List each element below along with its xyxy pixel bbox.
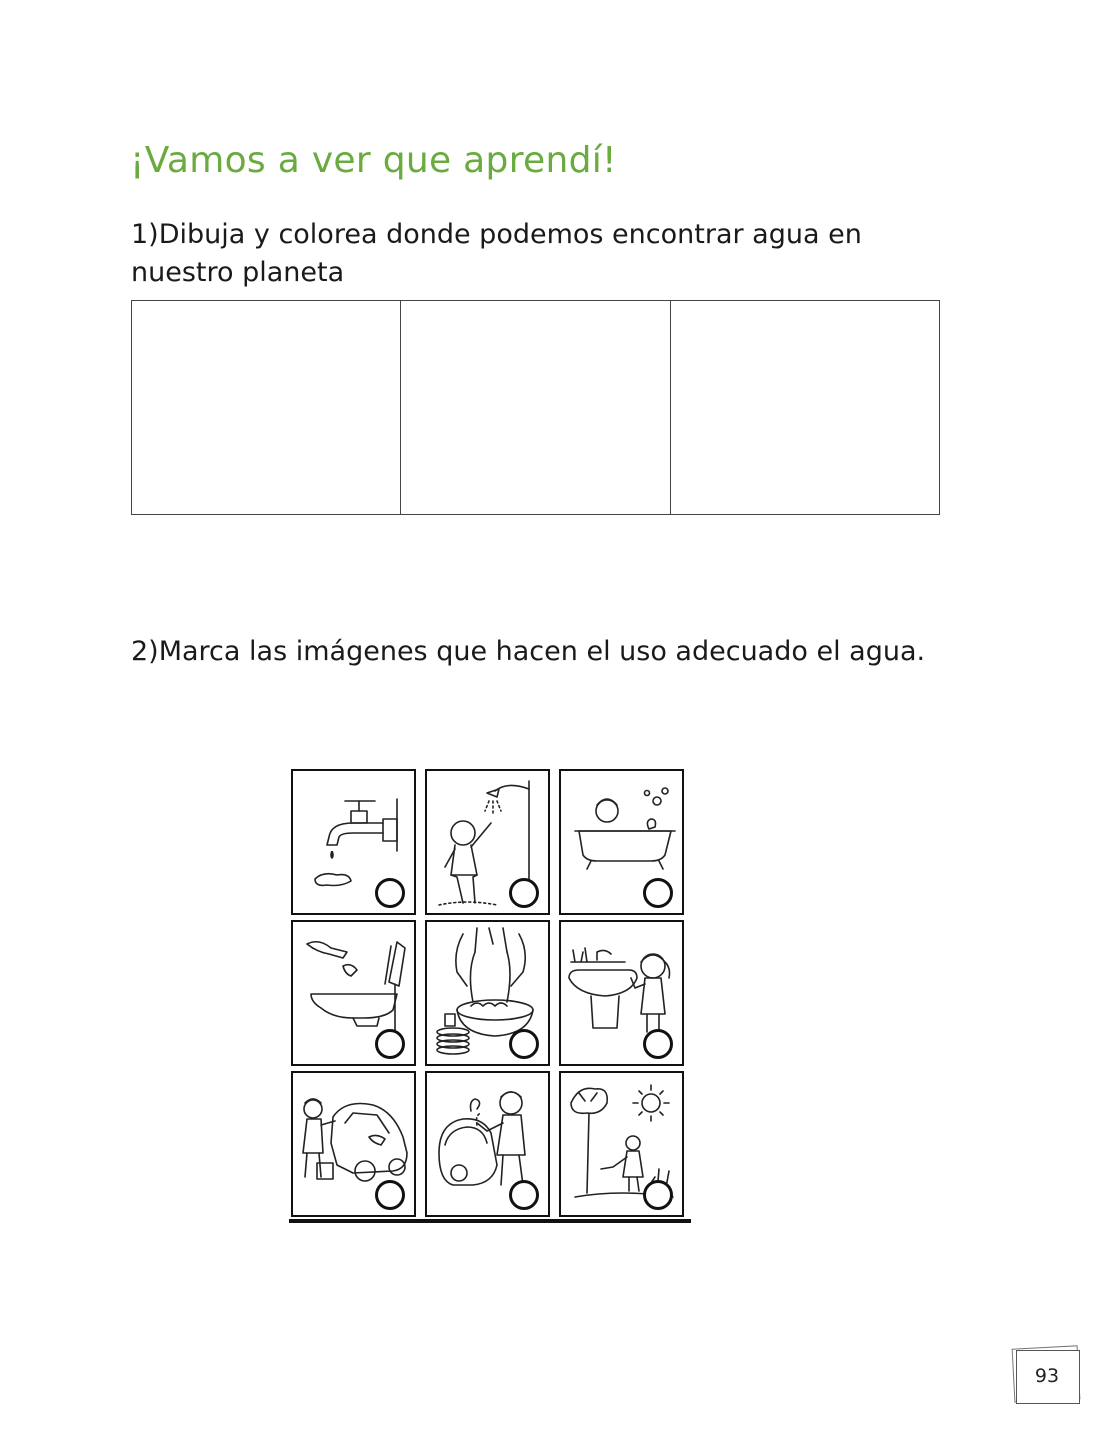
- page-title: ¡Vamos a ver que aprendí!: [130, 140, 617, 181]
- answer-checkbox[interactable]: [509, 1180, 539, 1210]
- answer-checkbox[interactable]: [509, 878, 539, 908]
- image-tile[interactable]: [291, 769, 416, 915]
- image-tile[interactable]: [559, 1071, 684, 1217]
- drawing-box-2[interactable]: [400, 301, 669, 514]
- answer-checkbox[interactable]: [375, 878, 405, 908]
- image-tile[interactable]: [559, 920, 684, 1066]
- image-tile[interactable]: [291, 1071, 416, 1217]
- drawing-answer-table: [131, 300, 940, 515]
- answer-checkbox[interactable]: [509, 1029, 539, 1059]
- image-tile[interactable]: [425, 1071, 550, 1217]
- answer-checkbox[interactable]: [375, 1029, 405, 1059]
- answer-checkbox[interactable]: [643, 878, 673, 908]
- image-tile[interactable]: [425, 920, 550, 1066]
- drawing-box-1[interactable]: [132, 301, 400, 514]
- image-tile[interactable]: [425, 769, 550, 915]
- drawing-box-3[interactable]: [670, 301, 939, 514]
- answer-checkbox[interactable]: [375, 1180, 405, 1210]
- image-tile[interactable]: [559, 769, 684, 915]
- answer-checkbox[interactable]: [643, 1029, 673, 1059]
- question-1-text: 1)Dibuja y colorea donde podemos encontrar agua en nuestro planeta: [131, 219, 862, 288]
- question-2-text: 2)Marca las imágenes que hacen el uso adecuado el agua.: [131, 636, 926, 667]
- page-number: 93: [1034, 1365, 1060, 1387]
- grid-base-line: [289, 1219, 691, 1223]
- answer-checkbox[interactable]: [643, 1180, 673, 1210]
- page-number-badge: [1011, 1347, 1081, 1403]
- image-tile[interactable]: [291, 920, 416, 1066]
- image-choice-grid: [291, 769, 687, 1218]
